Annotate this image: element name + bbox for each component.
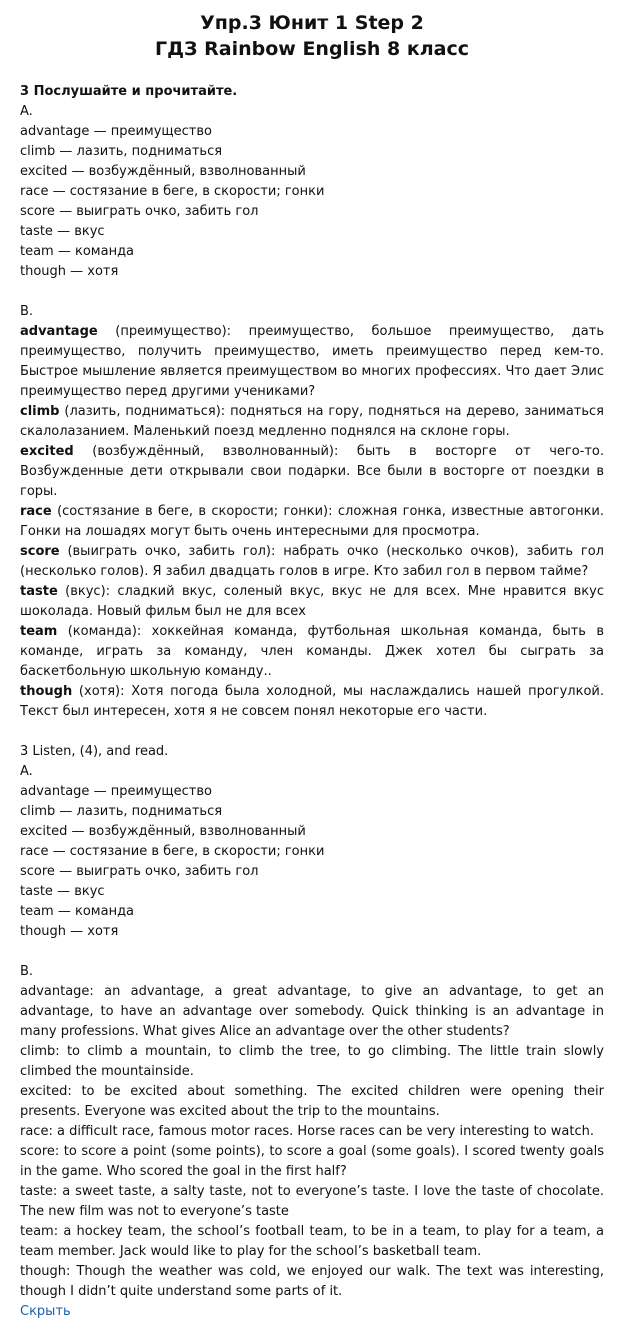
ru-entry-text: (преимущество): преимущество, большое преимущество, дать преимущество, получить преимущество, иметь преимущество перед кем-то. Быстрое мышление является преимуществом во многих профессиях. Что дает Элис преимущество перед другими учениками?	[20, 324, 604, 399]
spacer	[20, 942, 604, 962]
ru-vocab-item: climb — лазить, подниматься	[20, 144, 223, 159]
ru-entry-word: excited	[20, 444, 74, 459]
ru-b-label: B.	[20, 304, 34, 319]
en-entry: score: to score a point (some points), to score a goal (some goals). I scored twenty goals in the game. Who scored the goal in the first half?	[20, 1144, 604, 1179]
en-vocab-item: excited — возбуждённый, взволнованный	[20, 824, 306, 839]
en-vocab-item: climb — лазить, подниматься	[20, 804, 223, 819]
page-title	[20, 10, 604, 62]
en-entry: climb: to climb a mountain, to climb the tree, to go climbing. The little train slowly climbed the mountainside.	[20, 1044, 604, 1079]
title-line-1: Упр.3 Юнит 1 Step 2	[200, 12, 424, 34]
ru-entry-word: though	[20, 684, 73, 699]
en-vocab-item: though — хотя	[20, 924, 119, 939]
ru-vocab-item: though — хотя	[20, 264, 119, 279]
en-heading: 3 Listen, (4), and read.	[20, 744, 169, 759]
en-entry: excited: to be excited about something. The excited children were opening their presents. Everyone was excited about the trip to the mountains.	[20, 1084, 604, 1119]
en-b-label: B.	[20, 964, 34, 979]
ru-entry	[20, 682, 604, 722]
ru-entry-word: team	[20, 624, 58, 639]
en-vocab-item: taste — вкус	[20, 884, 105, 899]
en-vocab-item: race — состязание в беге, в скорости; гонки	[20, 844, 325, 859]
ru-entry-text: (лазить, подниматься): подняться на гору, подняться на дерево, заниматься скалолазанием. Маленький поезд медленно поднялся на склоне горы.	[20, 404, 604, 439]
ru-entry	[20, 622, 604, 682]
en-vocab-item: advantage — преимущество	[20, 784, 212, 799]
ru-vocab-item: excited — возбуждённый, взволнованный	[20, 164, 306, 179]
ru-entry-text: (возбуждённый, взволнованный): быть в восторге от чего-то. Возбужденные дети открывали свои подарки. Все были в восторге от поездки в горы.	[20, 444, 604, 499]
article-content	[20, 82, 604, 1322]
ru-a-label: A.	[20, 104, 33, 119]
en-vocab-item: team — команда	[20, 904, 135, 919]
ru-vocab-item: advantage — преимущество	[20, 124, 212, 139]
ru-entry-text: (хотя): Хотя погода была холодной, мы наслаждались нашей прогулкой. Текст был интересен, хотя я не совсем понял некоторые его части.	[20, 684, 604, 719]
spacer	[20, 722, 604, 742]
ru-vocab-item: team — команда	[20, 244, 135, 259]
en-vocab-item: score — выиграть очко, забить гол	[20, 864, 259, 879]
en-a-label: A.	[20, 764, 33, 779]
ru-vocab-item: race — состязание в беге, в скорости; гонки	[20, 184, 325, 199]
ru-entry	[20, 402, 604, 442]
en-entry: advantage: an advantage, a great advantage, to give an advantage, to get an advantage, to have an advantage over somebody. Quick thinking is an advantage in many professions. What gives Alice an advantage over the other students?	[20, 984, 604, 1039]
ru-entry-word: taste	[20, 584, 58, 599]
ru-entry-word: climb	[20, 404, 60, 419]
ru-vocab-item: score — выиграть очко, забить гол	[20, 204, 259, 219]
ru-entry-text: (команда): хоккейная команда, футбольная школьная команда, быть в команде, играть за команду, член команды. Джек хотел бы сыграть за баскетбольную школьную команду..	[20, 624, 604, 679]
en-entry: taste: a sweet taste, a salty taste, not to everyone’s taste. I love the taste of chocolate. The new film was not to everyone’s taste	[20, 1184, 604, 1219]
en-entry: race: a difficult race, famous motor races. Horse races can be very interesting to watch.	[20, 1124, 594, 1139]
ru-heading: 3 Послушайте и прочитайте.	[20, 84, 238, 99]
ru-entry	[20, 322, 604, 402]
ru-entry-word: advantage	[20, 324, 98, 339]
ru-entry-text: (выиграть очко, забить гол): набрать очко (несколько очков), забить гол (несколько голов). Я забил двадцать голов в игре. Кто забил гол в первом тайме?	[20, 544, 604, 579]
ru-entry-word: race	[20, 504, 52, 519]
spacer	[20, 282, 604, 302]
ru-entry	[20, 442, 604, 502]
hide-link[interactable]: Скрыть	[20, 1304, 71, 1319]
ru-entry	[20, 582, 604, 622]
title-line-2: ГДЗ Rainbow English 8 класс	[154, 38, 470, 60]
ru-entry-word: score	[20, 544, 60, 559]
ru-entry	[20, 542, 604, 582]
en-entry: though: Though the weather was cold, we enjoyed our walk. The text was interesting, though I didn’t quite understand some parts of it.	[20, 1264, 604, 1299]
ru-entry-text: (состязание в беге, в скорости; гонки): сложная гонка, известные автогонки. Гонки на лошадях могут быть очень интересными для просмотра.	[20, 504, 604, 539]
ru-entry-text: (вкус): сладкий вкус, соленый вкус, вкус не для всех. Мне нравится вкус шоколада. Новый фильм был не для всех	[20, 584, 604, 619]
en-entry: team: a hockey team, the school’s football team, to be in a team, to play for a team, a team member. Jack would like to play for the school’s basketball team.	[20, 1224, 604, 1259]
ru-entry	[20, 502, 604, 542]
ru-vocab-item: taste — вкус	[20, 224, 105, 239]
